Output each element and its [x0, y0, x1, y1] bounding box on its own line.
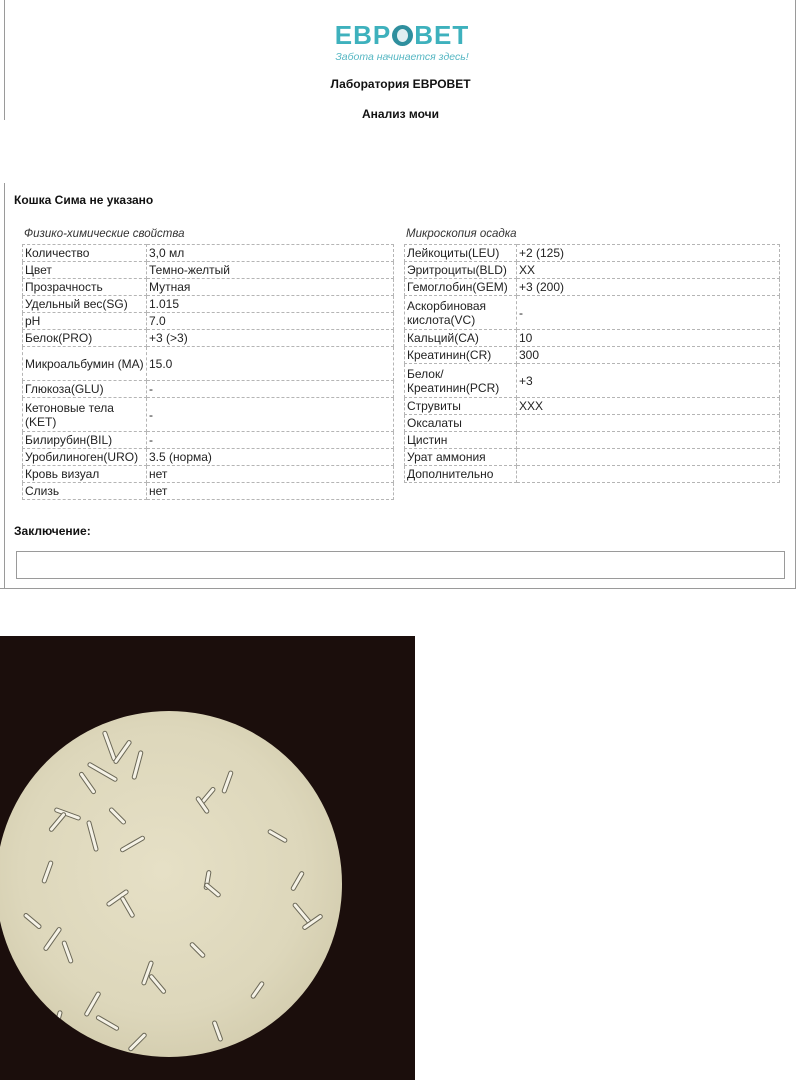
logo-wordmark: [322, 20, 482, 50]
crystal-mark: [222, 771, 232, 793]
row-value: 3,0 мл: [147, 245, 394, 262]
row-label: Кровь визуал: [23, 466, 147, 483]
table-row: [23, 449, 394, 466]
lab-title: Лаборатория ЕВРОВЕТ: [330, 77, 471, 91]
logo-text-left: ЕВР: [334, 20, 392, 50]
row-label: Глюкоза(GLU): [23, 381, 147, 398]
crystal-mark: [79, 772, 95, 793]
table-row: [23, 313, 394, 330]
crystal-mark: [213, 1021, 223, 1041]
crystal-mark: [114, 740, 131, 763]
row-value: Темно-желтый: [147, 262, 394, 279]
row-label: Гемоглобин(GEM): [405, 279, 517, 296]
row-value: +3 (200): [517, 279, 780, 296]
crystal-mark: [88, 763, 117, 782]
table-row: [405, 245, 780, 262]
crystal-mark: [132, 751, 142, 779]
table-row: [405, 330, 780, 347]
row-label: Кальций(CA): [405, 330, 517, 347]
row-label: Слизь: [23, 483, 147, 500]
crystal-mark: [268, 830, 287, 843]
row-value: [517, 415, 780, 432]
crystal-mark: [24, 913, 41, 928]
row-value: -: [147, 381, 394, 398]
row-label: Струвиты: [405, 398, 517, 415]
row-value: 7.0: [147, 313, 394, 330]
row-label: Билирубин(BIL): [23, 432, 147, 449]
row-label: Количество: [23, 245, 147, 262]
analysis-title: Анализ мочи: [362, 107, 439, 121]
crystal-mark: [109, 808, 125, 824]
row-value: 15.0: [147, 347, 394, 381]
row-label: Эритроциты(BLD): [405, 262, 517, 279]
physchem-table: [22, 244, 394, 500]
table-row: [405, 347, 780, 364]
table-row: [23, 432, 394, 449]
row-value: [517, 449, 780, 466]
row-label: Аскорбиновая кислота(VC): [405, 296, 517, 330]
row-value: +3: [517, 364, 780, 398]
row-value: нет: [147, 466, 394, 483]
table-row: [23, 466, 394, 483]
row-label: Креатинин(CR): [405, 347, 517, 364]
row-label: Цвет: [23, 262, 147, 279]
frame-edge: [4, 183, 5, 588]
crystal-mark: [142, 961, 153, 985]
row-value: 3.5 (норма): [147, 449, 394, 466]
evrovet-logo: [322, 20, 482, 66]
row-value: 300: [517, 347, 780, 364]
row-label: Белок(PRO): [23, 330, 147, 347]
row-value: нет: [147, 483, 394, 500]
row-value: -: [517, 296, 780, 330]
crystal-mark: [291, 872, 304, 891]
row-value: +2 (125): [517, 245, 780, 262]
row-value: XXX: [517, 398, 780, 415]
row-value: -: [147, 432, 394, 449]
crystal-mark: [42, 861, 52, 883]
row-label: Белок/ Креатинин(PCR): [405, 364, 517, 398]
table-row: [405, 449, 780, 466]
table-row: [405, 262, 780, 279]
row-value: 1.015: [147, 296, 394, 313]
microscopy-section-title: Микроскопия осадка: [406, 228, 517, 240]
row-value: Мутная: [147, 279, 394, 296]
physchem-section-title: Физико-химические свойства: [24, 228, 185, 240]
microscopy-table: [404, 244, 780, 483]
crystal-mark: [190, 943, 205, 958]
conclusion-label: Заключение:: [14, 524, 91, 538]
table-row: [23, 381, 394, 398]
table-row: [405, 279, 780, 296]
microscope-field-of-view: [0, 711, 342, 1057]
crystal-mark: [96, 1016, 118, 1031]
crystal-mark: [251, 982, 264, 998]
row-label: Лейкоциты(LEU): [405, 245, 517, 262]
crystal-mark: [121, 897, 135, 918]
crystal-mark: [36, 1022, 49, 1041]
crystal-mark: [53, 1011, 62, 1033]
logo-text-right: ВЕТ: [414, 20, 470, 50]
row-label: pH: [23, 313, 147, 330]
crystal-mark: [87, 821, 98, 851]
row-label: Уробилиноген(URO): [23, 449, 147, 466]
row-label: Дополнительно: [405, 466, 517, 483]
table-row: [405, 364, 780, 398]
row-label: Урат аммония: [405, 449, 517, 466]
globe-icon: [392, 25, 413, 46]
table-row: [405, 296, 780, 330]
row-label: Оксалаты: [405, 415, 517, 432]
row-value: +3 (>3): [147, 330, 394, 347]
crystal-mark: [85, 992, 101, 1016]
row-label: Кетоновые тела (KET): [23, 398, 147, 432]
crystal-mark: [44, 927, 61, 950]
row-value: XX: [517, 262, 780, 279]
patient-name: Кошка Сима не указано: [14, 193, 154, 207]
table-row: [405, 415, 780, 432]
row-value: [517, 466, 780, 483]
crystal-mark: [149, 975, 165, 994]
crystal-mark: [120, 836, 144, 852]
table-row: [405, 466, 780, 483]
crystal-mark: [62, 941, 72, 963]
table-row: [23, 262, 394, 279]
table-row: [23, 245, 394, 262]
table-row: [23, 483, 394, 500]
row-label: Микроальбумин (MA): [23, 347, 147, 381]
logo-tagline: Забота начинается здесь!: [335, 51, 469, 63]
crystal-mark: [129, 1033, 147, 1051]
table-row: [405, 398, 780, 415]
conclusion-field: [16, 551, 785, 579]
table-row: [23, 330, 394, 347]
row-label: Прозрачность: [23, 279, 147, 296]
table-row: [405, 432, 780, 449]
table-row: [23, 296, 394, 313]
microscope-photo: [0, 636, 415, 1080]
frame-edge: [4, 0, 5, 120]
row-value: -: [147, 398, 394, 432]
row-label: Удельный вес(SG): [23, 296, 147, 313]
crystal-mark: [49, 813, 65, 832]
table-row: [23, 347, 394, 381]
crystal-mark: [205, 883, 221, 897]
crystal-mark: [103, 731, 116, 760]
table-row: [23, 398, 394, 432]
row-label: Цистин: [405, 432, 517, 449]
row-value: 10: [517, 330, 780, 347]
row-value: [517, 432, 780, 449]
table-row: [23, 279, 394, 296]
